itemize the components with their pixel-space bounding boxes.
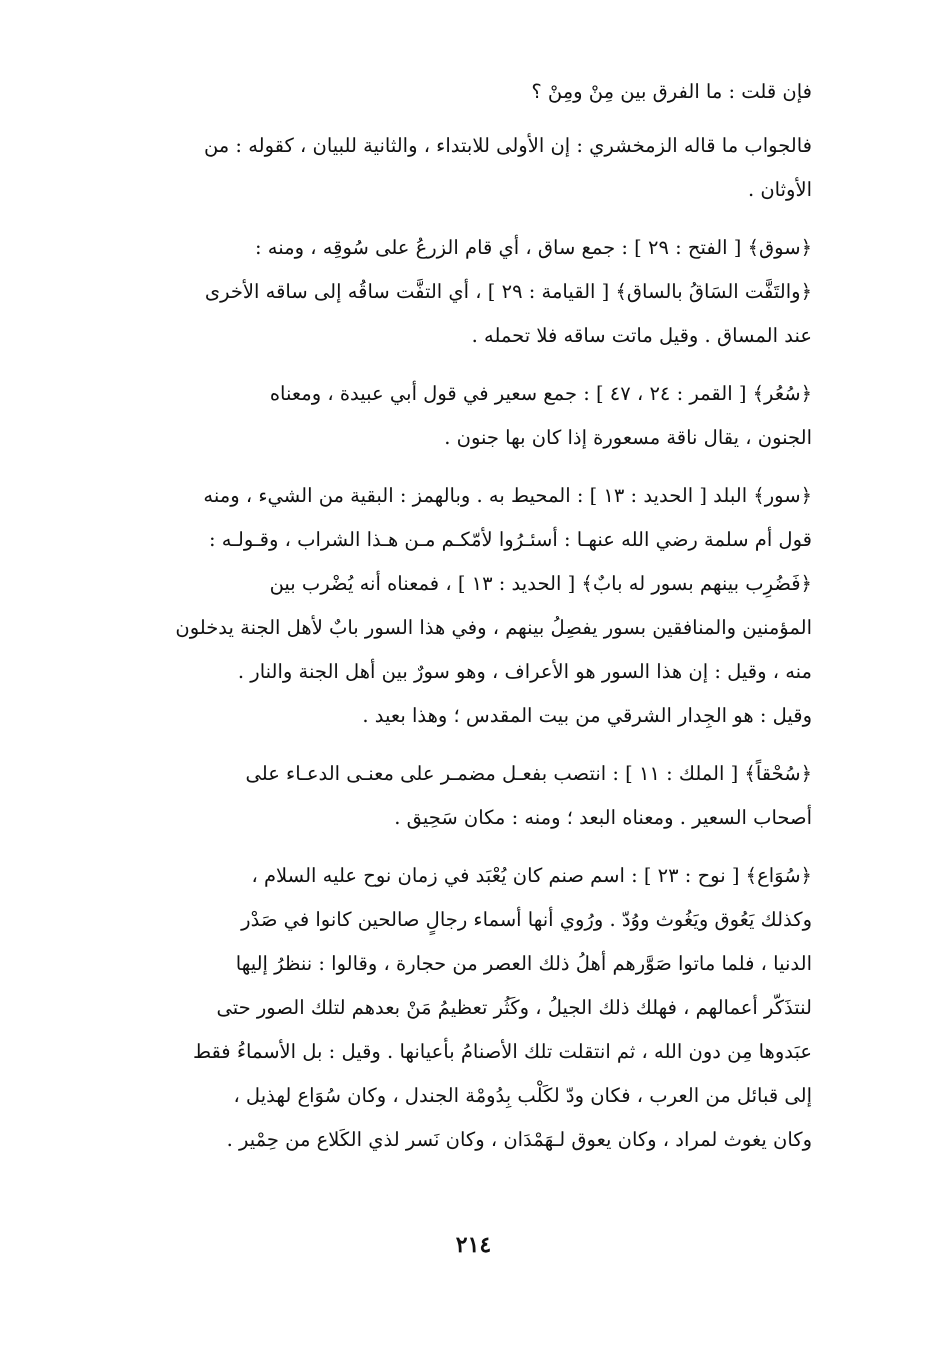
text-line: وقيل : هو الجِدار الشرقي من بيت المقدس ؛ وهذا بعيد . (362, 704, 812, 727)
text-line: ﴿سوق﴾ [ الفتح : ٢٩ ] : جمع ساق ، أي قام الزرعُ على سُوقِه ، ومنه : (255, 236, 812, 259)
text-line: ﴿سُعُر﴾ [ القمر : ٢٤ ، ٤٧ ] : جمع سعير في قول أبي عبيدة ، ومعناه (269, 382, 812, 405)
text-line: لنتذَكّر أعمالهم ، فهلك ذلك الجيلُ ، وكَثُر تعظيمُ مَنْ بعدهم لتلك الصور حتى (216, 996, 812, 1019)
text-line: ﴿سُحْقاً﴾ [ الملك : ١١ ] : انتصب بفعـل مضمـر على معنـى الدعـاء على (245, 762, 812, 785)
text-line: فالجواب ما قاله الزمخشري : إن الأولى للابتداء ، والثانية للبيان ، كقوله : من (203, 134, 812, 157)
text-line: منه ، وقيل : إن هذا السور هو الأعراف ، وهو سورٌ بين أهل الجنة والنار . (237, 660, 812, 683)
text-line: وكان يغوث لمراد ، وكان يعوق لـهَمْدَان ، وكان نَسر لذي الكَلاع من حِمْير . (226, 1128, 812, 1151)
text-line: أصحاب السعير . ومعناه البعد ؛ ومنه : مكان سَحِيق . (394, 806, 812, 829)
entry-suur-paragraph (100, 372, 812, 460)
page-body (100, 70, 812, 1176)
question-paragraph (100, 70, 812, 114)
text-line: ﴿سور﴾ البلد [ الحديد : ١٣ ] : المحيط به . وبالهمز : البقية من الشيء ، ومنه (203, 484, 812, 507)
text-line: الجنون ، يقال ناقة مسعورة إذا كان بها جنون . (444, 426, 812, 449)
text-line: الأوثان . (747, 178, 812, 201)
text-line: الدنيا ، فلما ماتوا صَوَّرهم أهلُ ذلك العصر من حجارة ، وقالوا : ننظرُ إليها (235, 952, 812, 975)
text-line: قول أم سلمة رضي الله عنهـا : أسئـرُوا لأمّكـم مـن هـذا الشراب ، وقـولـه : (209, 528, 812, 551)
text-line: ﴿فَضُرِب بينهم بسور له بابٌ﴾ [ الحديد : ١٣ ] ، فمعناه أنه يُضْرب بين (269, 572, 812, 595)
text-line: ﴿سُوَاع﴾ [ نوح : ٢٣ ] : اسم صنم كان يُعْبَد في زمان نوح عليه السلام ، (251, 864, 812, 887)
text-line: ﴿والتَفَّت السَاقُ بالساق﴾ [ القيامة : ٢٩ ] ، أي التفَّت ساقُه إلى ساقه الأخرى (204, 280, 812, 303)
entry-suhqan-paragraph (100, 752, 812, 840)
text-line: المؤمنين والمنافقين بسور يفصِلُ بينهم ، وفي هذا السور بابٌ لأهل الجنة يدخلون (175, 616, 812, 639)
text-line: عبَدوها مِن دون الله ، ثم انتقلت تلك الأصنامُ بأعيانها . وقيل : بل الأسماءُ فقط (192, 1040, 812, 1063)
entry-suq-paragraph (100, 226, 812, 358)
text-line: فإن قلت : ما الفرق بين مِنْ ومِنْ ؟ (531, 80, 812, 103)
text-line: إلى قبائل من العرب ، فكان ودّ لكَلْب بِدُومْة الجندل ، وكان سُوَاع لهذيل ، (233, 1084, 812, 1107)
entry-sur-paragraph (100, 474, 812, 738)
text-line: وكذلك يَعُوق ويَغُوث ووُدّ . ورُوي أنها أسماء رجالٍ صالحين كانوا في صَدْر (241, 908, 812, 931)
answer-paragraph (100, 124, 812, 212)
page-number: ٢١٤ (455, 1232, 492, 1258)
entry-suwa-paragraph (100, 854, 812, 1162)
text-line: عند المساق . وقيل ماتت ساقه فلا تحمله . (471, 324, 812, 347)
